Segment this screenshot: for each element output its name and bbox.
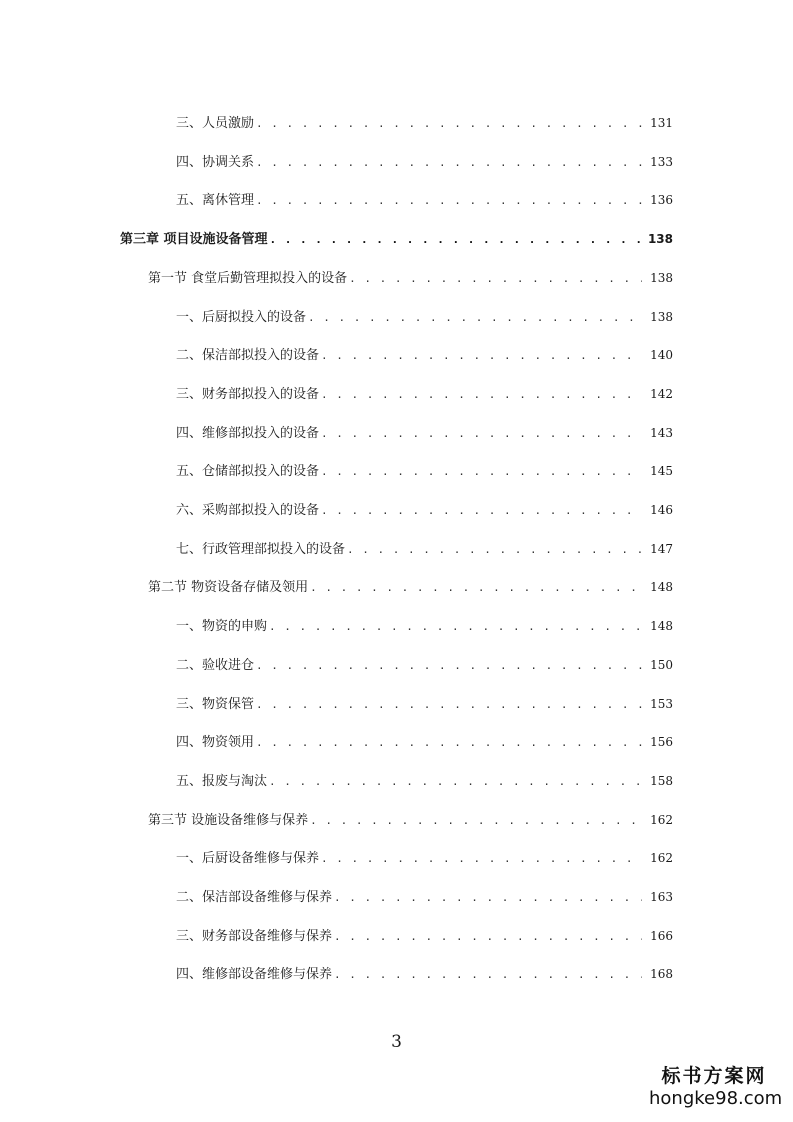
toc-entry-page: 145 — [650, 464, 673, 479]
toc-entry-title: 三、财务部设备维修与保养 — [176, 928, 333, 944]
toc-leader-dots — [256, 190, 642, 211]
toc-entry-page: 146 — [650, 503, 673, 517]
toc-entry-title: 三、人员激励 — [176, 116, 255, 131]
toc-entry-page: 142 — [650, 386, 673, 401]
toc-entry-title: 七、行政管理部拟投入的设备 — [176, 541, 346, 557]
toc-entry-page: 148 — [650, 619, 673, 634]
toc-entry-page: 166 — [650, 928, 673, 943]
toc-entry[interactable] — [176, 344, 673, 366]
toc-entry[interactable] — [176, 886, 673, 908]
toc-entry-page: 147 — [650, 541, 673, 556]
toc-entry[interactable] — [176, 151, 673, 173]
toc-entry[interactable] — [148, 576, 673, 598]
toc-entry[interactable] — [176, 422, 673, 444]
toc-entry-title: 二、保洁部设备维修与保养 — [176, 890, 333, 905]
toc-entry[interactable] — [120, 228, 673, 250]
toc-entry-page: 150 — [650, 657, 673, 672]
toc-entry[interactable] — [176, 925, 673, 947]
toc-entry-title: 第二节 物资设备存储及领用 — [148, 580, 309, 596]
toc-entry-page: 136 — [650, 193, 673, 208]
toc-leader-dots — [349, 268, 642, 289]
toc-entry[interactable] — [148, 267, 673, 289]
toc-leader-dots — [269, 616, 642, 637]
toc-entry[interactable] — [148, 809, 673, 831]
toc-entry[interactable] — [176, 731, 673, 753]
toc-leader-dots — [321, 500, 642, 521]
toc-entry[interactable] — [176, 538, 673, 560]
toc-entry-page: 162 — [650, 812, 673, 827]
toc-entry-title: 二、保洁部拟投入的设备 — [176, 348, 320, 364]
toc-entry[interactable] — [176, 499, 673, 521]
toc-entry[interactable] — [176, 963, 673, 985]
toc-entry-title: 四、维修部拟投入的设备 — [176, 425, 320, 441]
toc-leader-dots — [334, 964, 642, 985]
toc-leader-dots — [310, 577, 642, 598]
toc-entry-page: 162 — [650, 851, 673, 866]
toc-entry[interactable] — [176, 189, 673, 211]
toc-entry-title: 一、后厨设备维修与保养 — [176, 851, 320, 867]
toc-leader-dots — [321, 461, 642, 482]
toc-entry-title: 第三章 项目设施设备管理 — [120, 232, 268, 248]
toc-entry-title: 六、采购部拟投入的设备 — [176, 503, 320, 518]
toc-leader-dots — [256, 732, 642, 753]
toc-leader-dots — [347, 539, 642, 560]
toc-leader-dots — [334, 926, 642, 947]
toc-leader-dots — [308, 307, 642, 328]
watermark-url: hongke98.com — [649, 1088, 783, 1109]
toc-entry-page: 158 — [650, 773, 673, 788]
toc-leader-dots — [310, 810, 642, 831]
toc-entry-title: 三、财务部拟投入的设备 — [176, 386, 320, 402]
toc-entry[interactable] — [176, 847, 673, 869]
toc-entry-page: 143 — [650, 425, 673, 440]
toc-leader-dots — [256, 655, 642, 676]
toc-entry[interactable] — [176, 615, 673, 637]
toc-leader-dots — [256, 113, 642, 134]
toc-leader-dots — [269, 771, 642, 792]
toc-entry[interactable] — [176, 306, 673, 328]
toc-entry-page: 138 — [650, 309, 673, 324]
toc-entry-title: 四、维修部设备维修与保养 — [176, 967, 333, 983]
toc-entry-title: 四、协调关系 — [176, 154, 255, 170]
toc-entry[interactable] — [176, 383, 673, 405]
toc-leader-dots — [321, 384, 642, 405]
toc-entry[interactable] — [176, 770, 673, 792]
toc-entry-title: 五、离休管理 — [176, 193, 255, 209]
toc-leader-dots — [256, 694, 642, 715]
toc-entry-page: 168 — [650, 967, 673, 982]
toc-entry[interactable] — [176, 693, 673, 715]
toc-entry-title: 三、物资保管 — [176, 696, 255, 712]
toc-leader-dots — [270, 229, 640, 250]
toc-entry-page: 156 — [650, 735, 673, 750]
toc-entry-title: 五、报废与淘汰 — [176, 773, 268, 789]
toc-entry-title: 一、物资的申购 — [176, 619, 268, 635]
toc-entry-page: 153 — [650, 696, 673, 711]
toc-entry-title: 第三节 设施设备维修与保养 — [148, 812, 309, 828]
toc-leader-dots — [321, 345, 642, 366]
toc-entry-title: 二、验收进仓 — [176, 657, 255, 673]
toc-entry-page: 133 — [650, 154, 673, 169]
toc-entry-title: 五、仓储部拟投入的设备 — [176, 464, 320, 480]
toc-leader-dots — [334, 887, 642, 908]
toc-leader-dots — [321, 423, 642, 444]
toc-entry[interactable] — [176, 654, 673, 676]
watermark-name: 标书方案网 — [661, 1065, 767, 1087]
toc-leader-dots — [256, 152, 642, 173]
toc-entry-page: 148 — [650, 580, 673, 595]
toc-entry-title: 第一节 食堂后勤管理拟投入的设备 — [148, 270, 348, 286]
toc-leader-dots — [321, 848, 642, 869]
toc-entry-page: 138 — [650, 270, 673, 285]
toc-entry[interactable] — [176, 112, 673, 134]
toc-entry-page: 138 — [647, 232, 673, 247]
page-number: 3 — [391, 1032, 402, 1052]
toc-entry-title: 四、物资领用 — [176, 735, 255, 751]
toc-entry[interactable] — [176, 460, 673, 482]
toc-entry-page: 163 — [650, 890, 673, 904]
toc-entry-page: 131 — [650, 116, 673, 130]
watermark — [649, 1064, 783, 1110]
toc-entry-page: 140 — [650, 348, 673, 363]
toc-entry-title: 一、后厨拟投入的设备 — [176, 309, 307, 325]
